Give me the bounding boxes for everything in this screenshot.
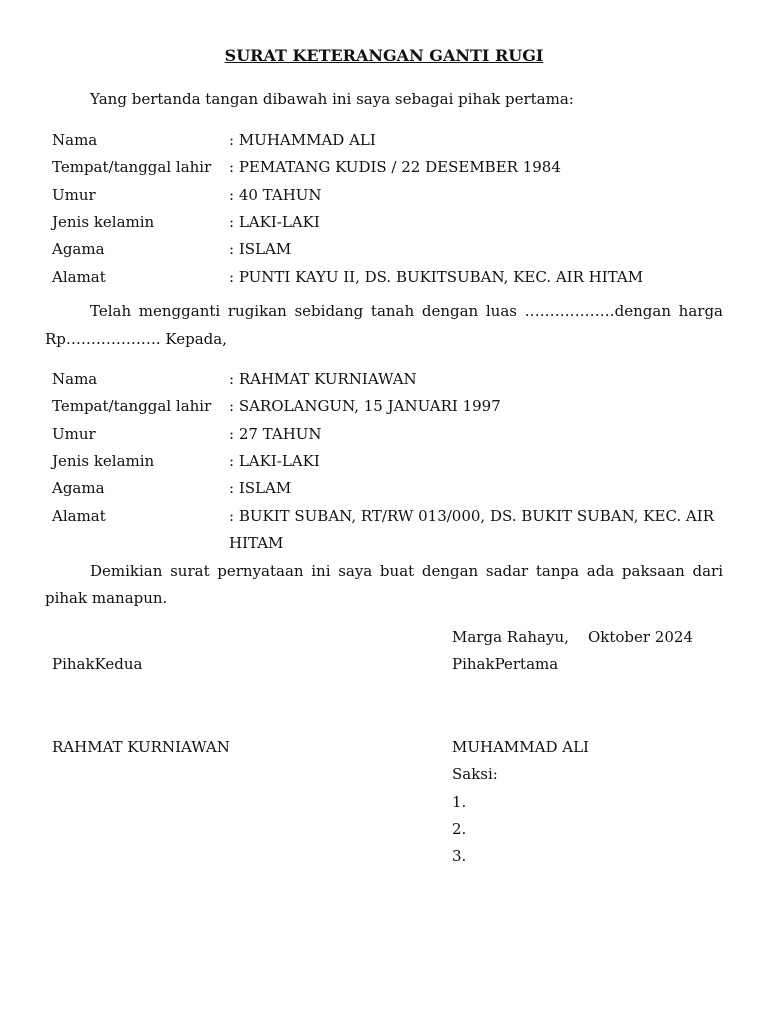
transfer-text-line-2: Rp………………. Kepada,: [45, 330, 227, 348]
second-party-address-continuation: HITAM: [229, 534, 284, 552]
first-party-gender-label: Jenis kelamin: [52, 213, 155, 231]
place-date: Marga Rahayu, Oktober 2024: [452, 628, 693, 646]
second-party-gender-label: Jenis kelamin: [52, 452, 155, 470]
first-party-gender-value: : LAKI-LAKI: [229, 213, 320, 231]
first-party-birth-label: Tempat/tanggal lahir: [52, 158, 212, 176]
witness-label: Saksi:: [452, 765, 498, 783]
witness-item-2: 2.: [452, 820, 467, 838]
first-party-age-label: Umur: [52, 186, 96, 204]
intro-text: Yang bertanda tangan dibawah ini saya sebagai pihak pertama:: [90, 90, 574, 108]
closing-text-line-1: Demikian surat pernyataan ini saya buat dengan sadar tanpa ada paksaan dari: [90, 562, 723, 580]
witness-item-1: 1.: [452, 793, 467, 811]
second-party-birth-value: : SAROLANGUN, 15 JANUARI 1997: [229, 397, 501, 415]
second-party-address-label: Alamat: [52, 507, 106, 525]
second-party-birth-label: Tempat/tanggal lahir: [52, 397, 212, 415]
first-party-role: PihakPertama: [452, 655, 559, 673]
second-party-signer-name: RAHMAT KURNIAWAN: [52, 738, 230, 756]
second-party-name-value: : RAHMAT KURNIAWAN: [229, 370, 417, 388]
first-party-birth-value: : PEMATANG KUDIS / 22 DESEMBER 1984: [229, 158, 561, 176]
second-party-role: PihakKedua: [52, 655, 143, 673]
closing-text-line-2: pihak manapun.: [45, 589, 168, 607]
second-party-name-label: Nama: [52, 370, 98, 388]
first-party-name-label: Nama: [52, 131, 98, 149]
second-party-religion-value: : ISLAM: [229, 479, 292, 497]
first-party-address-label: Alamat: [52, 268, 106, 286]
first-party-signer-name: MUHAMMAD ALI: [452, 738, 589, 756]
second-party-age-label: Umur: [52, 425, 96, 443]
first-party-address-value: : PUNTI KAYU II, DS. BUKITSUBAN, KEC. AIR HITAM: [229, 268, 644, 286]
document-title: SURAT KETERANGAN GANTI RUGI: [224, 46, 544, 65]
first-party-name-value: : MUHAMMAD ALI: [229, 131, 376, 149]
first-party-religion-value: : ISLAM: [229, 240, 292, 258]
witness-item-3: 3.: [452, 847, 467, 865]
first-party-age-value: : 40 TAHUN: [229, 186, 322, 204]
first-party-religion-label: Agama: [52, 240, 105, 258]
transfer-text-line-1: Telah mengganti rugikan sebidang tanah dengan luas ………………dengan harga: [90, 302, 723, 320]
second-party-gender-value: : LAKI-LAKI: [229, 452, 320, 470]
second-party-address-value: : BUKIT SUBAN, RT/RW 013/000, DS. BUKIT SUBAN, KEC. AIR: [229, 507, 714, 525]
second-party-religion-label: Agama: [52, 479, 105, 497]
second-party-age-value: : 27 TAHUN: [229, 425, 322, 443]
